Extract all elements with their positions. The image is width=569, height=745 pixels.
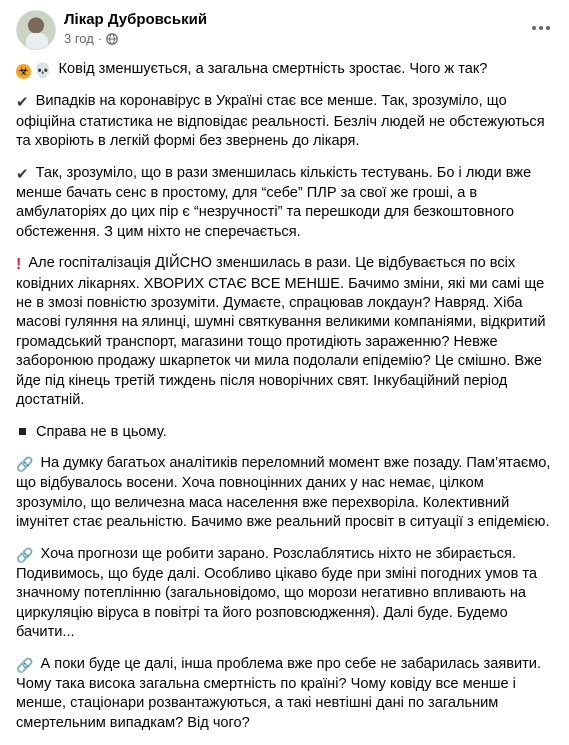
paragraph-3: ✔ Так, зрозуміло, що в рази зменшилась кількість тестувань. Бо і люди вже менше бачать сенс в простому, для “себе” ПЛР за свої же гроші, а в амбулаторіях до цих пір є “незручності” та перешкоди для безкоштовного обстеження. З цим ніхто не сперечається.	[16, 164, 532, 240]
post-timestamp[interactable]: 3 год	[64, 31, 94, 46]
paragraph-8: 🔗 А поки буде це далі, інша проблема вже про себе не забарилась заявити. Чому така висока загальна смертність по країні? Чому ковіду все менше і менше, стаціонари розвантажуються, а такі невтішні дані по загальним смертельним випадкам? Від чого?	[16, 655, 542, 731]
link-icon: 🔗	[16, 455, 34, 472]
paragraph-2: ✔ Випадків на коронавірус в Україні стає все менше. Так, зрозуміло, що офіційна статистика не відповідає реальності. Безліч людей не обстежуються та хворіють в легкій формі без звернень до лікаря.	[16, 93, 545, 150]
check-icon: ✔	[16, 94, 29, 112]
more-options-button[interactable]	[525, 16, 557, 40]
biohazard-icon: ☣	[16, 64, 31, 79]
skull-icon: 💀	[34, 62, 52, 78]
author-avatar[interactable]	[16, 10, 56, 50]
more-horizontal-icon	[532, 26, 536, 30]
exclamation-icon: !	[16, 256, 22, 274]
paragraph-5: Справа не в цьому.	[16, 423, 556, 442]
check-icon: ✔	[16, 165, 29, 183]
square-bullet-icon	[19, 428, 26, 435]
link-icon: 🔗	[16, 546, 34, 563]
author-name[interactable]: Лікар Дубровський	[64, 11, 208, 28]
paragraph-7: 🔗 Хоча прогнози ще робити зарано. Розслаблятись ніхто не збирається. Подивимось, що буде далі. Особливо цікаво буде при зміні погодних умов та значному потеплінню (загальновідомо, що морози негативно впливають на циркуляцію віруса в повітрі та його розповсюдження). Далі буде. Будемо бачити...	[16, 545, 538, 641]
globe-icon[interactable]	[106, 33, 118, 45]
paragraph-4: ! Але госпіталізація ДІЙСНО зменшилась в рази. Це відбувається по всіх ковідних лікарнях. ХВОРИХ СТАЄ ВСЕ МЕНШЕ. Бачимо зміни, які ми самі ще не в змозі повністю зрозуміти. Думаєте, спрацював локдаун? Навряд. Хіба масові гуляння на ялинці, шумні святкування великими компаніями, відкритий громадський транспорт, магазини тощо протидіють зараженню? Невже заборонюю продажу шкарпеток чи мила подолали епідемію? Це смішно. Вже йде під кінець третій тиждень після новорічних свят. Інкубаційний період достатній.	[16, 255, 546, 409]
post-header	[16, 10, 557, 50]
link-icon: 🔗	[16, 656, 34, 673]
post-meta: 3 год ·	[64, 31, 118, 46]
post-body	[16, 60, 556, 745]
paragraph-1: ☣ 💀 Ковід зменшується, а загальна смертність зростає. Чого ж так?	[16, 60, 556, 80]
paragraph-6: 🔗 На думку багатьох аналітиків переломний момент вже позаду. Пам’ятаємо, що відбувалось восени. Хоча повноцінних даних у нас немає, цілком зрозуміло, що величезна маса населення вже перехворіла. Колективний імунітет стає реальністю. Бачимо вже реальний просвіт в ситуації з епідемією.	[16, 454, 551, 531]
